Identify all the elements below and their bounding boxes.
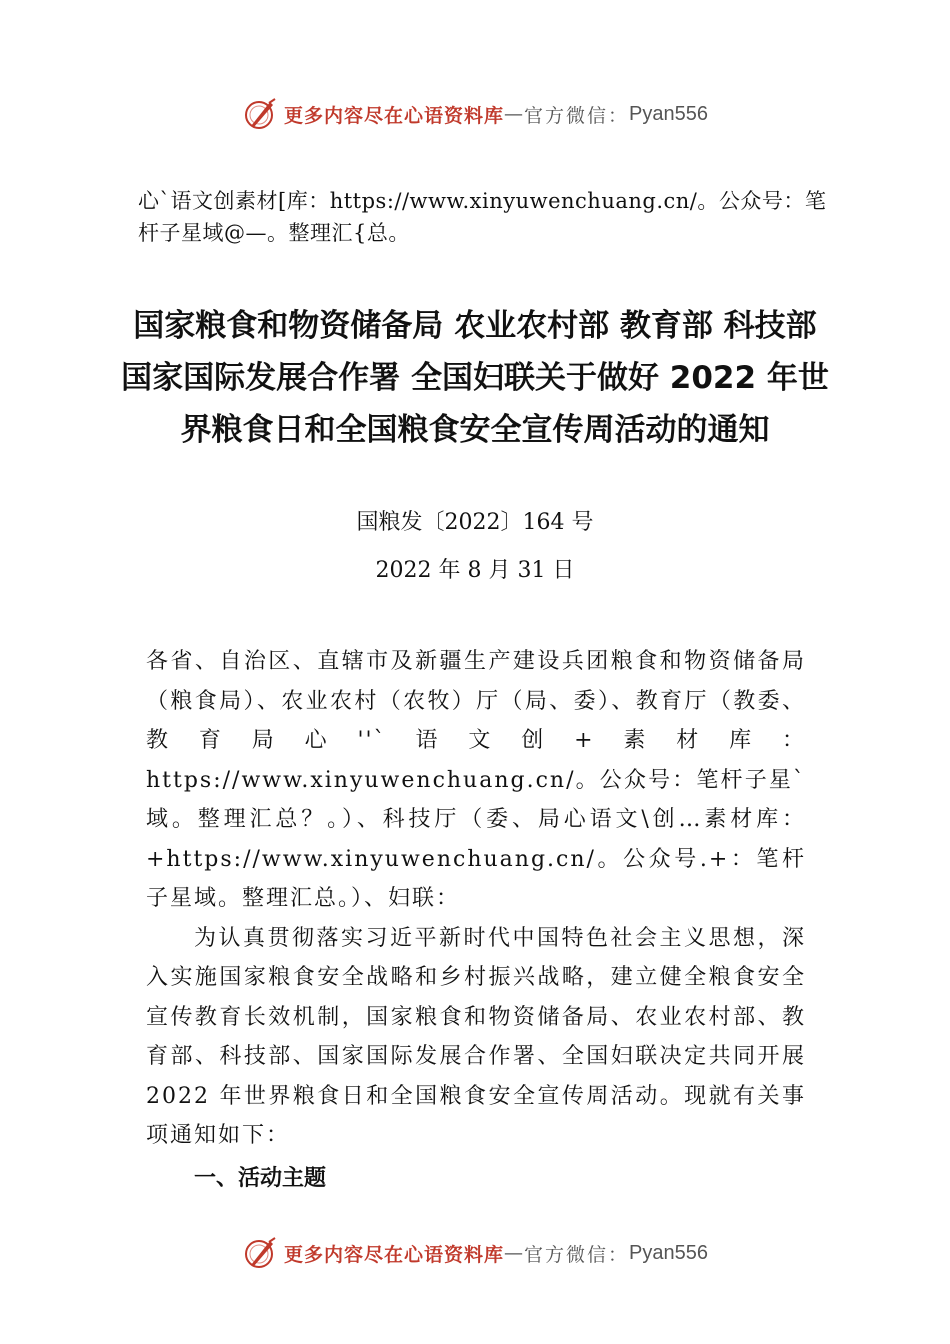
source-note: 心`语文创素材[库：https://www.xinyuwenchuang.cn/。公众号：笔杆子星域@—。整理汇{总。 [138, 189, 827, 245]
footer-banner [0, 1231, 950, 1275]
banner-wechat-id: Pyan556 [629, 102, 708, 125]
document-date: 2022 年 8 月 31 日 [375, 558, 575, 583]
banner-text-main: 更多内容尽在心语资料库 [284, 104, 505, 127]
banner-wechat-label: 官方微信： [524, 1243, 630, 1266]
header-banner [0, 92, 950, 136]
intro-paragraph: 为认真贯彻落实习近平新时代中国特色社会主义思想，深入实施国家粮食安全战略和乡村振兴战略，建立健全粮食安全宣传教育长效机制，国家粮食和物资储备局、农业农村部、教育部、科技部、国家国际发展合作署、全国妇联决定共同开展 2022 年世界粮食日和全国粮食安全宣传周活动。现就有关事项通知如下： [146, 925, 806, 1148]
document-body [146, 642, 806, 1156]
document-title: 国家粮食和物资储备局 农业农村部 教育部 科技部 国家国际发展合作署 全国妇联关于做好 2022 年世界粮食日和全国粮食安全宣传周活动的通知 [121, 308, 829, 448]
quill-pen-seal-icon [242, 1235, 278, 1271]
recipients-paragraph: 各省、自治区、直辖市及新疆生产建设兵团粮食和物资储备局（粮食局）、农业农村（农牧）厅（局、委）、教育厅（教委、教育局心''`语文创+素材库：https://www.xinyuwenchuang.cn/。公众号：笔杆子星`域。整理汇总？。）、科技厅（委、局心语文\创…素材库：+https://www.xinyuwenchuang.cn/。公众号.+：笔杆子星域。整理汇总。）、妇联： [146, 649, 806, 911]
banner-dash: — [504, 1242, 525, 1264]
banner-text-main: 更多内容尽在心语资料库 [284, 1243, 505, 1266]
document-number: 国粮发〔2022〕164 号 [356, 510, 594, 535]
banner-dash: — [504, 103, 525, 125]
section-heading: 一、活动主题 [194, 1166, 327, 1191]
quill-pen-seal-icon [242, 96, 278, 132]
banner-wechat-label: 官方微信： [524, 104, 630, 127]
banner-wechat-id: Pyan556 [629, 1241, 708, 1264]
